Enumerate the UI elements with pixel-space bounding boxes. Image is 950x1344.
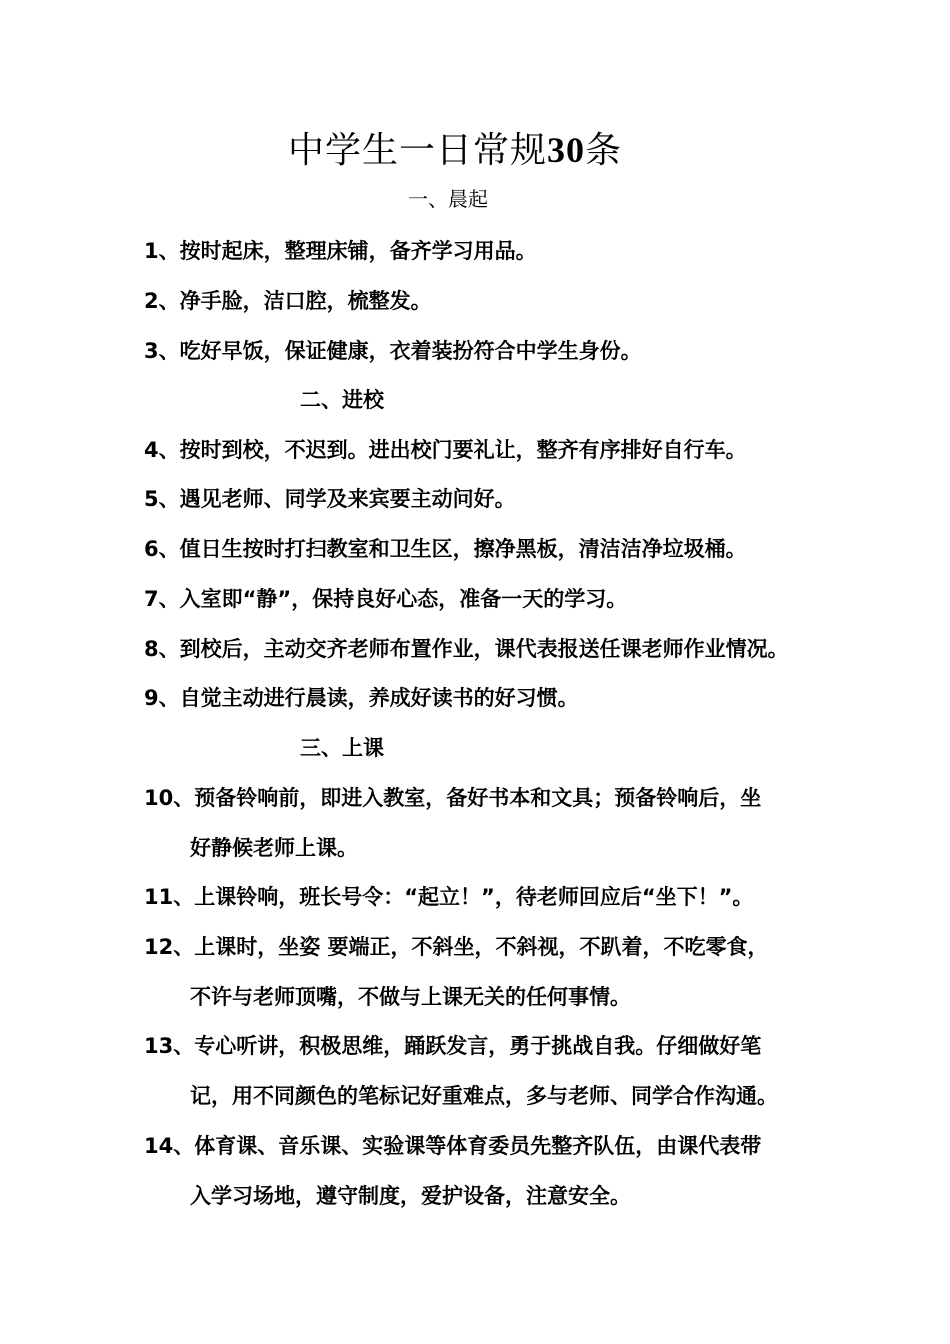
rule-item-10-continuation: 好静候老师上课。: [190, 836, 358, 860]
rule-item-6: 6、值日生按时打扫教室和卫生区，擦净黑板，清洁洁净垃圾桶。: [144, 537, 747, 561]
title-text: 中学生一日常规: [287, 130, 547, 171]
rule-item-9: 9、自觉主动进行晨读，养成好读书的好习惯。: [144, 686, 579, 710]
rule-item-10: 10、预备铃响前，即进入教室，备好书本和文具；预备铃响后，坐: [144, 786, 762, 810]
rule-item-11: 11、上课铃响，班长号令：“起立！”，待老师回应后“坐下！”。: [144, 885, 754, 909]
rule-item-13-continuation: 记，用不同颜色的笔标记好重难点，多与老师、同学合作沟通。: [190, 1084, 778, 1108]
rule-item-12: 12、上课时，坐姿 要端正，不斜坐，不斜视，不趴着，不吃零食，: [144, 935, 769, 959]
document-title: [0, 124, 910, 177]
rule-item-3: 3、吃好早饭，保证健康，衣着装扮符合中学生身份。: [144, 339, 642, 363]
rule-item-8: 8、到校后，主动交齐老师布置作业，课代表报送任课老师作业情况。: [144, 637, 789, 661]
title-suffix: 条: [585, 130, 623, 171]
title-number: 30: [547, 130, 585, 170]
rule-item-4: 4、按时到校，不迟到。进出校门要礼让，整齐有序排好自行车。: [144, 438, 747, 462]
rule-item-2: 2、净手脸，洁口腔，梳整发。: [144, 289, 432, 313]
rule-item-13: 13、专心听讲，积极思维，踊跃发言，勇于挑战自我。仔细做好笔: [144, 1034, 762, 1058]
rule-item-7: 7、入室即“静”，保持良好心态，准备一天的学习。: [144, 587, 628, 611]
rule-item-5: 5、遇见老师、同学及来宾要主动问好。: [144, 487, 516, 511]
section-heading-morning: 一、晨起: [408, 187, 488, 211]
rule-item-12-continuation: 不许与老师顶嘴，不做与上课无关的任何事情。: [190, 985, 631, 1009]
rule-item-14: 14、体育课、音乐课、实验课等体育委员先整齐队伍，由课代表带: [144, 1134, 762, 1158]
section-heading-class: 三、上课: [300, 736, 384, 760]
section-heading-arrival: 二、进校: [300, 388, 384, 412]
rule-item-14-continuation: 入学习场地，遵守制度，爱护设备，注意安全。: [190, 1184, 631, 1208]
rule-item-1: 1、按时起床，整理床铺，备齐学习用品。: [144, 239, 537, 263]
